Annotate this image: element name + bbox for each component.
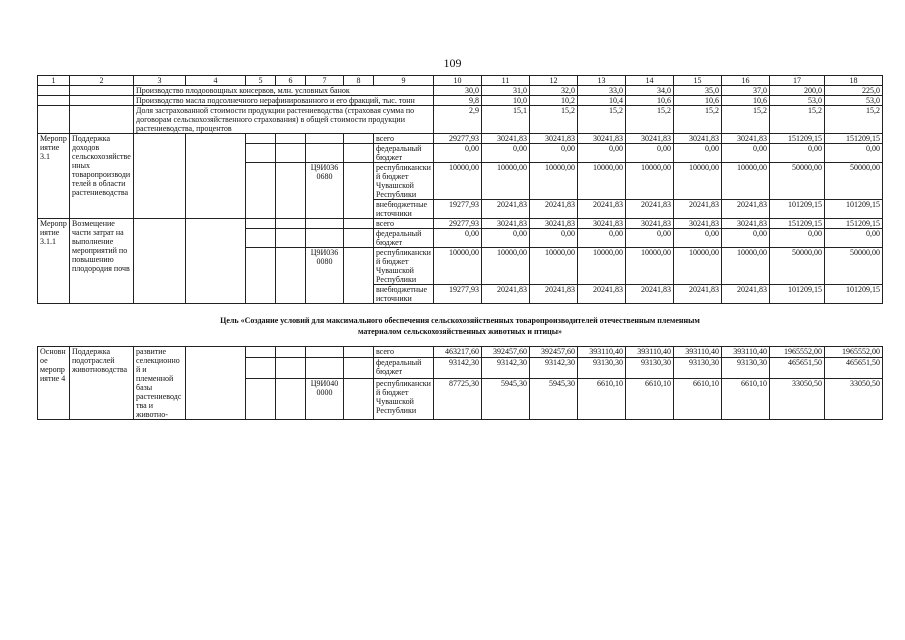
empty-cell	[344, 248, 374, 304]
table-row	[38, 347, 883, 358]
funding-source: внебюджетные источники	[374, 285, 434, 304]
value-cell: 20241,83	[578, 285, 626, 304]
value-cell: 93142,30	[530, 358, 578, 379]
value-cell: 15,2	[825, 106, 883, 134]
empty-cell	[246, 163, 276, 219]
value-cell: 225,0	[825, 86, 883, 96]
empty-cell	[306, 144, 344, 163]
value-cell: 15,2	[626, 106, 674, 134]
value-cell: 30241,83	[674, 219, 722, 229]
header-cell: 17	[770, 76, 825, 86]
value-cell: 392457,60	[482, 347, 530, 358]
value-cell: 53,0	[825, 96, 883, 106]
indicator-name: Производство плодоовощных консервов, млн. условных банок	[134, 86, 434, 96]
funding-source: внебюджетные источники	[374, 200, 434, 219]
value-cell: 35,0	[674, 86, 722, 96]
value-cell: 10000,00	[674, 248, 722, 285]
value-cell: 6610,10	[626, 379, 674, 420]
measure-label: Мероприятие 3.1.1	[38, 219, 70, 304]
value-cell: 33050,50	[825, 379, 883, 420]
value-cell: 5945,30	[482, 379, 530, 420]
empty-cell	[70, 86, 134, 96]
funding-source: федеральный бюджет	[374, 229, 434, 248]
funding-source: республиканский бюджет Чувашской Республики	[374, 248, 434, 285]
value-cell: 93142,30	[482, 358, 530, 379]
value-cell: 151209,15	[825, 219, 883, 229]
value-cell: 30241,83	[722, 134, 770, 144]
empty-cell	[344, 358, 374, 379]
header-cell: 10	[434, 76, 482, 86]
empty-cell	[344, 163, 374, 219]
value-cell: 6610,10	[722, 379, 770, 420]
header-cell: 8	[344, 76, 374, 86]
empty-cell	[344, 229, 374, 248]
value-cell: 463217,60	[434, 347, 482, 358]
value-cell: 30241,83	[482, 134, 530, 144]
empty-cell	[306, 229, 344, 248]
value-cell: 50000,00	[825, 248, 883, 285]
value-cell: 19277,93	[434, 285, 482, 304]
value-cell: 30241,83	[482, 219, 530, 229]
value-cell: 0,00	[722, 229, 770, 248]
header-cell: 3	[134, 76, 186, 86]
value-cell: 151209,15	[770, 134, 825, 144]
header-cell: 9	[374, 76, 434, 86]
funding-source: всего	[374, 219, 434, 229]
value-cell: 10000,00	[434, 163, 482, 200]
value-cell: 0,00	[578, 229, 626, 248]
value-cell: 0,00	[626, 229, 674, 248]
value-cell: 10,6	[674, 96, 722, 106]
value-cell: 393110,40	[674, 347, 722, 358]
empty-cell	[246, 134, 276, 144]
value-cell: 34,0	[626, 86, 674, 96]
empty-cell	[186, 134, 246, 219]
empty-cell	[38, 106, 70, 134]
value-cell: 15,2	[578, 106, 626, 134]
value-cell: 87725,30	[434, 379, 482, 420]
value-cell: 50000,00	[770, 248, 825, 285]
value-cell: 15,2	[530, 106, 578, 134]
header-cell: 15	[674, 76, 722, 86]
value-cell: 20241,83	[530, 200, 578, 219]
empty-cell	[38, 86, 70, 96]
empty-cell	[276, 134, 306, 144]
empty-cell	[276, 248, 306, 304]
measure-description	[134, 134, 186, 219]
header-cell: 11	[482, 76, 530, 86]
value-cell: 29277,93	[434, 134, 482, 144]
header-cell: 5	[246, 76, 276, 86]
empty-cell	[38, 96, 70, 106]
empty-cell	[246, 358, 276, 379]
value-cell: 20241,83	[482, 200, 530, 219]
value-cell: 20241,83	[674, 200, 722, 219]
value-cell: 15,2	[770, 106, 825, 134]
value-cell: 393110,40	[722, 347, 770, 358]
value-cell: 10000,00	[482, 163, 530, 200]
empty-cell	[276, 379, 306, 420]
value-cell: 151209,15	[770, 219, 825, 229]
value-cell: 392457,60	[530, 347, 578, 358]
empty-cell	[306, 347, 344, 358]
empty-cell	[276, 144, 306, 163]
value-cell: 20241,83	[626, 285, 674, 304]
value-cell: 465651,50	[825, 358, 883, 379]
empty-cell	[246, 229, 276, 248]
header-cell: 14	[626, 76, 674, 86]
value-cell: 33,0	[578, 86, 626, 96]
value-cell: 0,00	[626, 144, 674, 163]
funding-source: всего	[374, 347, 434, 358]
value-cell: 93130,30	[578, 358, 626, 379]
empty-cell	[246, 347, 276, 358]
value-cell: 0,00	[530, 229, 578, 248]
value-cell: 30241,83	[722, 219, 770, 229]
empty-cell	[306, 358, 344, 379]
value-cell: 30241,83	[626, 219, 674, 229]
value-cell: 10000,00	[434, 248, 482, 285]
value-cell: 0,00	[770, 229, 825, 248]
header-cell: 13	[578, 76, 626, 86]
empty-cell	[70, 96, 134, 106]
funding-source: республиканский бюджет Чувашской Республики	[374, 379, 434, 420]
value-cell: 30241,83	[578, 219, 626, 229]
value-cell: 20241,83	[674, 285, 722, 304]
value-cell: 101209,15	[825, 285, 883, 304]
value-cell: 20241,83	[578, 200, 626, 219]
value-cell: 30,0	[434, 86, 482, 96]
value-cell: 10000,00	[578, 248, 626, 285]
value-cell: 53,0	[770, 96, 825, 106]
value-cell: 33050,50	[770, 379, 825, 420]
value-cell: 93130,30	[722, 358, 770, 379]
header-cell: 7	[306, 76, 344, 86]
value-cell: 101209,15	[770, 285, 825, 304]
value-cell: 10000,00	[626, 248, 674, 285]
empty-cell	[276, 347, 306, 358]
value-cell: 10000,00	[482, 248, 530, 285]
value-cell: 20241,83	[530, 285, 578, 304]
value-cell: 93142,30	[434, 358, 482, 379]
goal-row	[38, 304, 883, 347]
value-cell: 50000,00	[770, 163, 825, 200]
value-cell: 20241,83	[722, 285, 770, 304]
value-cell: 10,2	[530, 96, 578, 106]
value-cell: 30241,83	[530, 134, 578, 144]
empty-cell	[344, 219, 374, 229]
value-cell: 151209,15	[825, 134, 883, 144]
measure-name: Поддержка подотраслей животноводства	[70, 347, 134, 420]
value-cell: 0,00	[578, 144, 626, 163]
empty-cell	[186, 219, 246, 304]
value-cell: 0,00	[674, 229, 722, 248]
header-cell: 6	[276, 76, 306, 86]
header-cell: 12	[530, 76, 578, 86]
value-cell: 31,0	[482, 86, 530, 96]
empty-cell	[70, 106, 134, 134]
empty-cell	[344, 144, 374, 163]
value-cell: 2,9	[434, 106, 482, 134]
header-cell: 1	[38, 76, 70, 86]
value-cell: 1965552,00	[825, 347, 883, 358]
value-cell: 5945,30	[530, 379, 578, 420]
value-cell: 10,6	[626, 96, 674, 106]
value-cell: 0,00	[530, 144, 578, 163]
empty-cell	[344, 134, 374, 144]
value-cell: 20241,83	[482, 285, 530, 304]
empty-cell	[344, 347, 374, 358]
measure-description	[134, 219, 186, 304]
value-cell: 0,00	[825, 229, 883, 248]
empty-cell	[276, 163, 306, 219]
measure-name: Возмещение части затрат на выполнение мероприятий по повышению плодородия почв	[70, 219, 134, 304]
funding-source: республиканский бюджет Чувашской Республики	[374, 163, 434, 200]
value-cell: 30241,83	[530, 219, 578, 229]
indicator-row	[38, 86, 883, 96]
value-cell: 10000,00	[530, 163, 578, 200]
value-cell: 10000,00	[530, 248, 578, 285]
budget-code: Ц9И036 0680	[306, 163, 344, 219]
funding-source: федеральный бюджет	[374, 144, 434, 163]
value-cell: 10000,00	[722, 163, 770, 200]
funding-source: федеральный бюджет	[374, 358, 434, 379]
value-cell: 393110,40	[626, 347, 674, 358]
value-cell: 10000,00	[674, 163, 722, 200]
value-cell: 0,00	[674, 144, 722, 163]
value-cell: 0,00	[434, 144, 482, 163]
measure-label: Основное мероприятие 4	[38, 347, 70, 420]
indicator-name: Производство масла подсолнечного нерафинированного и его фракций, тыс. тонн	[134, 96, 434, 106]
value-cell: 30241,83	[578, 134, 626, 144]
indicator-row	[38, 96, 883, 106]
empty-cell	[246, 248, 276, 304]
value-cell: 10000,00	[626, 163, 674, 200]
header-cell: 4	[186, 76, 246, 86]
empty-cell	[246, 219, 276, 229]
header-cell: 16	[722, 76, 770, 86]
measure-description: развитие селекционной и племенной базы растениеводства и животно-	[134, 347, 186, 420]
empty-cell	[306, 219, 344, 229]
value-cell: 30241,83	[674, 134, 722, 144]
value-cell: 20241,83	[626, 200, 674, 219]
value-cell: 10000,00	[578, 163, 626, 200]
header-cell: 18	[825, 76, 883, 86]
value-cell: 200,0	[770, 86, 825, 96]
value-cell: 6610,10	[674, 379, 722, 420]
table-body	[38, 76, 883, 420]
funding-source: всего	[374, 134, 434, 144]
value-cell: 15,1	[482, 106, 530, 134]
measure-name: Поддержка доходов сельскохозяйственных товаропроизводителей в области растениеводства	[70, 134, 134, 219]
value-cell: 93130,30	[626, 358, 674, 379]
measure-label: Мероприятие 3.1	[38, 134, 70, 219]
value-cell: 465651,50	[770, 358, 825, 379]
empty-cell	[276, 358, 306, 379]
value-cell: 19277,93	[434, 200, 482, 219]
empty-cell	[344, 379, 374, 420]
value-cell: 393110,40	[578, 347, 626, 358]
value-cell: 29277,93	[434, 219, 482, 229]
value-cell: 10,4	[578, 96, 626, 106]
value-cell: 15,2	[674, 106, 722, 134]
value-cell: 30241,83	[626, 134, 674, 144]
value-cell: 10000,00	[722, 248, 770, 285]
empty-cell	[276, 219, 306, 229]
value-cell: 32,0	[530, 86, 578, 96]
value-cell: 37,0	[722, 86, 770, 96]
empty-cell	[246, 144, 276, 163]
value-cell: 1965552,00	[770, 347, 825, 358]
value-cell: 101209,15	[770, 200, 825, 219]
empty-cell	[306, 134, 344, 144]
header-row	[38, 76, 883, 86]
value-cell: 10,0	[482, 96, 530, 106]
header-cell: 2	[70, 76, 134, 86]
budget-table	[37, 75, 883, 420]
value-cell: 20241,83	[722, 200, 770, 219]
indicator-row	[38, 106, 883, 134]
table-row	[38, 134, 883, 144]
table-row	[38, 219, 883, 229]
page-number: 109	[443, 56, 462, 70]
value-cell: 50000,00	[825, 163, 883, 200]
value-cell: 10,6	[722, 96, 770, 106]
budget-code: Ц9И036 0080	[306, 248, 344, 304]
goal-heading: Цель «Создание условий для максимального обеспечения сельскохозяйственных товаропроизводителей отечественным племенным материалом сельскохозяйственных животных и птицы»	[220, 316, 700, 336]
value-cell: 0,00	[434, 229, 482, 248]
value-cell: 0,00	[825, 144, 883, 163]
indicator-name: Доля застрахованной стоимости продукции растениеводства (страховая сумма по договорам сельскохозяйственного страхования) в общей стоимости продукции растениеводства, процентов	[134, 106, 434, 134]
value-cell: 0,00	[770, 144, 825, 163]
empty-cell	[186, 347, 246, 420]
value-cell: 93130,30	[674, 358, 722, 379]
value-cell: 101209,15	[825, 200, 883, 219]
value-cell: 0,00	[482, 229, 530, 248]
value-cell: 15,2	[722, 106, 770, 134]
value-cell: 6610,10	[578, 379, 626, 420]
empty-cell	[276, 229, 306, 248]
value-cell: 0,00	[722, 144, 770, 163]
value-cell: 0,00	[482, 144, 530, 163]
budget-code: Ц9И040 0000	[306, 379, 344, 420]
value-cell: 9,8	[434, 96, 482, 106]
empty-cell	[246, 379, 276, 420]
